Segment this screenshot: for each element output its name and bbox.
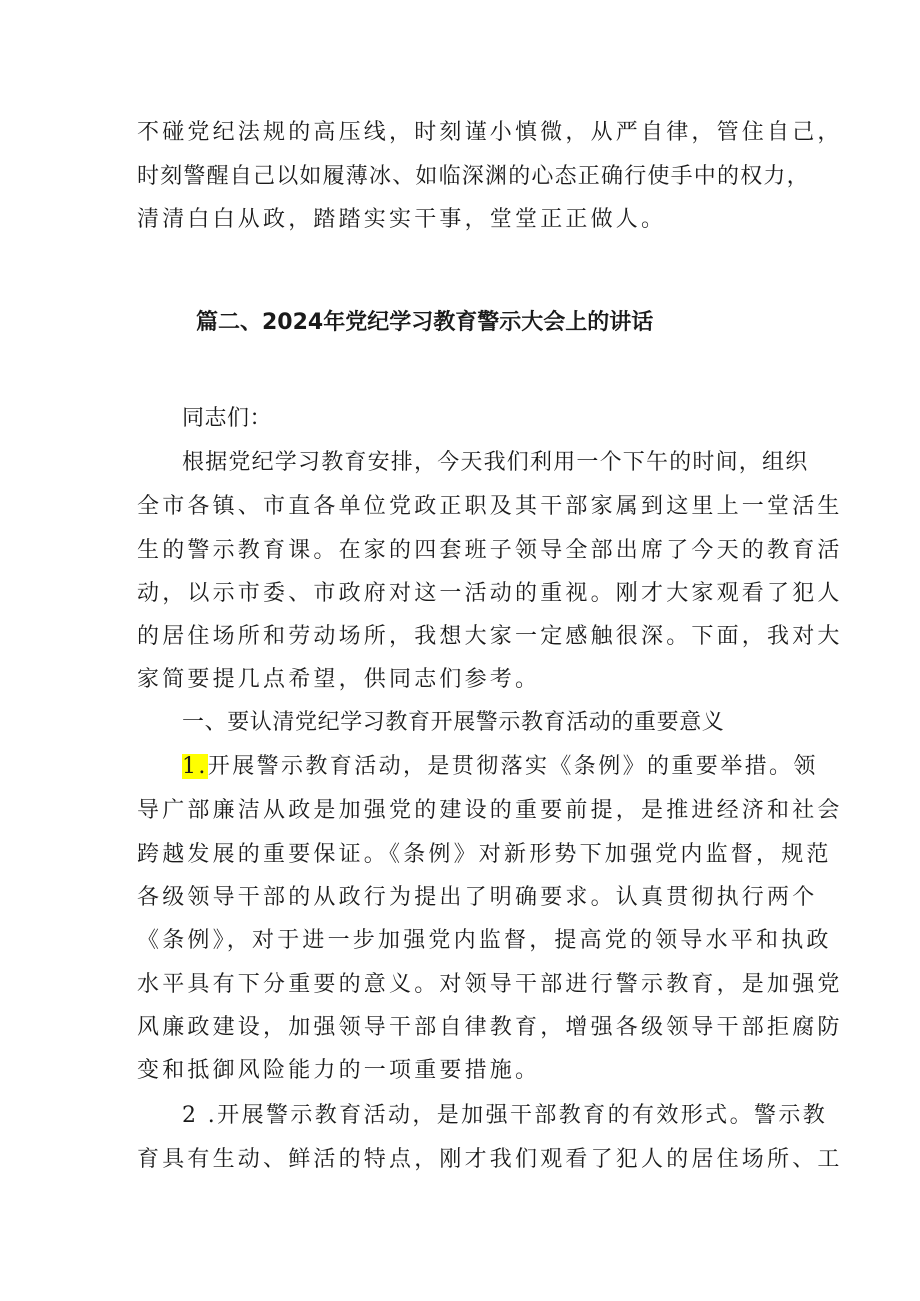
paragraph-line: 变和抵御风险能力的一项重要措施。 [137, 1058, 541, 1083]
paragraph-line: 家简要提几点希望，供同志们参考。 [137, 667, 541, 692]
paragraph-line: 育具有生动、鲜活的特点，刚才我们观看了犯人的居住场所、工 [137, 1147, 843, 1172]
section-title: 篇二、2024年党纪学习教育警示大会上的讲话 [196, 310, 654, 335]
paragraph-line: 根据党纪学习教育安排，今天我们利用一个下午的时间，组织 [182, 450, 809, 475]
point-2-line: 2 .开展警示教育活动，是加强干部教育的有效形式。警示教 [182, 1103, 828, 1128]
paragraph-line: 动，以示市委、市政府对这一活动的重视。刚才大家观看了犯人 [137, 581, 843, 606]
paragraph-line: 各级领导干部的从政行为提出了明确要求。认真贯彻执行两个 [137, 885, 818, 910]
paragraph-line: 跨越发展的重要保证。《条例》对新形势下加强党内监督，规范 [137, 842, 832, 867]
paragraph-line: 清清白白从政，踏踏实实干事，堂堂正正做人。 [137, 207, 667, 232]
paragraph-line: 生的警示教育课。在家的四套班子领导全部出席了今天的教育活 [137, 538, 843, 563]
paragraph-line: 导广部廉洁从政是加强党的建设的重要前提，是推进经济和社会 [137, 798, 843, 823]
paragraph-line: 的居住场所和劳动场所，我想大家一定感触很深。下面，我对大 [137, 624, 843, 649]
section-heading: 一、要认清党纪学习教育开展警示教育活动的重要意义 [182, 710, 725, 735]
paragraph-line: 时刻警醒自己以如履薄冰、如临深渊的心态正确行使手中的权力， [137, 164, 810, 189]
point-1-text: 开展警示教育活动，是贯彻落实《条例》的重要举措。领 [207, 754, 818, 779]
paragraph-line: 不碰党纪法规的高压线，时刻谨小慎微，从严自律，管住自己， [137, 120, 843, 145]
paragraph-line: 风廉政建设，加强领导干部自律教育，增强各级领导干部拒腐防 [137, 1015, 843, 1040]
salutation: 同志们： [182, 406, 273, 431]
paragraph-line: 《条例》，对于进一步加强党内监督，提高党的领导水平和执政 [137, 928, 832, 953]
highlighted-number: 1. [182, 754, 208, 779]
point-1-line [182, 752, 818, 782]
paragraph-line: 水平具有下分重要的意义。对领导干部进行警示教育，是加强党 [137, 972, 843, 997]
paragraph-line: 全市各镇、市直各单位党政正职及其干部家属到这里上一堂活生 [137, 494, 843, 519]
